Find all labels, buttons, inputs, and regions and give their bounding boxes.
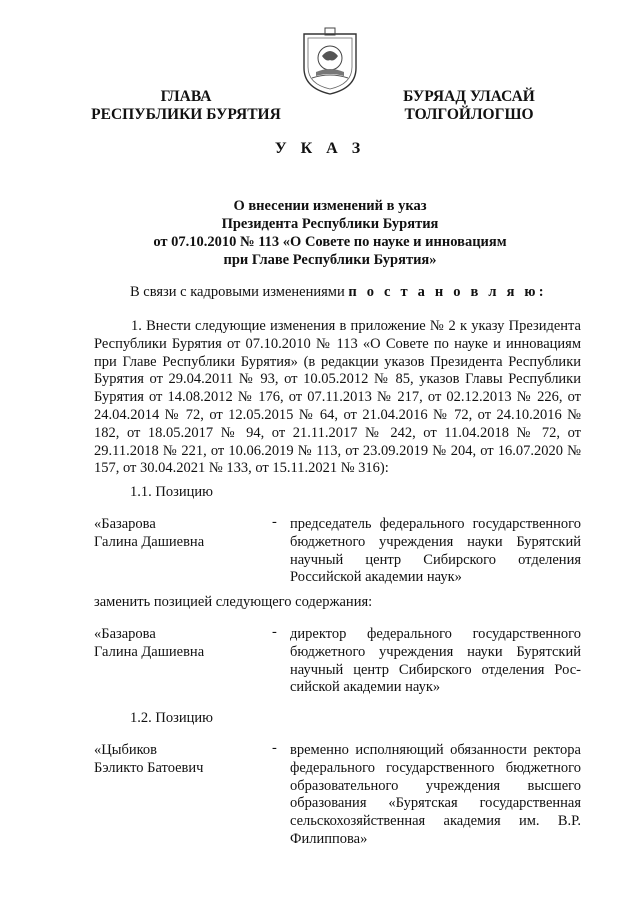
position-2-given-names: Галина Дашиевна: [94, 643, 205, 660]
paragraph-1: 1. Внести следующие изменения в приложение № 2 к указу Президента Республики Бурятия от 07.10.2010 № 113 «О Совете по науке и инновациям при Главе Республики Бурятия» (в редакции указов Президента Республики Бурятия от 29.04.2011 № 93, от 10.05.2012 № 85, указов Главы Республики Бурятия от 14.08.2012 № 176, от 07.11.2013 № 217, от 02.12.2013 № 226, от 24.04.2014 № 72, от 12.05.2015 № 64, от 21.04.2016 № 72, от 24.10.2016 № 182, от 18.05.2017 № 94, от 21.11.2017 № 242, от 11.04.2018 № 72, от 29.11.2018 № 221, от 10.06.2019 № 113, от 23.09.2019 № 204, от 16.07.2020 № 157, от 30.04.2021 № 133, от 15.11.2021 № 316):: [94, 318, 581, 477]
title-line: при Главе Республики Бурятия»: [223, 252, 437, 268]
position-1-description: председатель федерального государственного бюджетного учреждения науки Бурятский научный центр Сибирского отделения Российской академии наук»: [290, 516, 581, 586]
position-3-description: временно исполняющий обязанности ректора федерального государственного бюджетного образовательного учреждения высшего образования «Бурятская государственная сельскохозяйственная академия им. В.Р. Филиппова»: [290, 742, 581, 847]
position-2-surname: «Базарова: [94, 626, 156, 642]
title-line: О внесении изменений в указ: [233, 198, 427, 214]
intro-text: В связи с кадровыми изменениями: [130, 284, 345, 300]
document-type: У К А З: [274, 140, 366, 157]
header-left-line1: ГЛАВА: [160, 88, 212, 105]
document-title: [80, 197, 580, 269]
position-3-surname: «Цыбиков: [94, 742, 158, 758]
position-1-dash: -: [272, 514, 277, 530]
title-line: от 07.10.2010 № 113 «О Совете по науке и инновациям: [153, 234, 507, 250]
subitem-1-1-label: 1.1. Позицию: [130, 484, 213, 500]
position-2-name: [94, 626, 264, 662]
position-2-dash: -: [272, 624, 277, 640]
position-3-name: [94, 742, 264, 778]
coat-of-arms-icon: [298, 26, 362, 96]
position-1-surname: «Базарова: [94, 516, 156, 532]
position-3-dash: -: [272, 740, 277, 756]
position-2-description: директор федерального государственного бюджетного учреждения науки Бурятский научный центр Сибирского отделения Российской академии наук»: [290, 626, 581, 696]
position-1-name: [94, 516, 264, 552]
resolve-word: п о с т а н о в л я ю:: [348, 284, 547, 300]
header-right-line2: ТОЛГОЙЛОГШО: [404, 106, 534, 123]
header-left-line2: РЕСПУБЛИКИ БУРЯТИЯ: [91, 106, 281, 123]
title-line: Президента Республики Бурятия: [221, 216, 439, 232]
header-right: [384, 88, 554, 124]
replace-label: заменить позицией следующего содержания:: [94, 594, 373, 610]
subitem-1-2-label: 1.2. Позицию: [130, 710, 213, 726]
position-3-given-names: Бэликто Батоевич: [94, 759, 204, 776]
position-1-given-names: Галина Дашиевна: [94, 533, 205, 550]
intro-line: [130, 284, 547, 301]
header-left: [86, 88, 286, 124]
header-right-line1: БУРЯАД УЛАСАЙ: [403, 88, 535, 105]
